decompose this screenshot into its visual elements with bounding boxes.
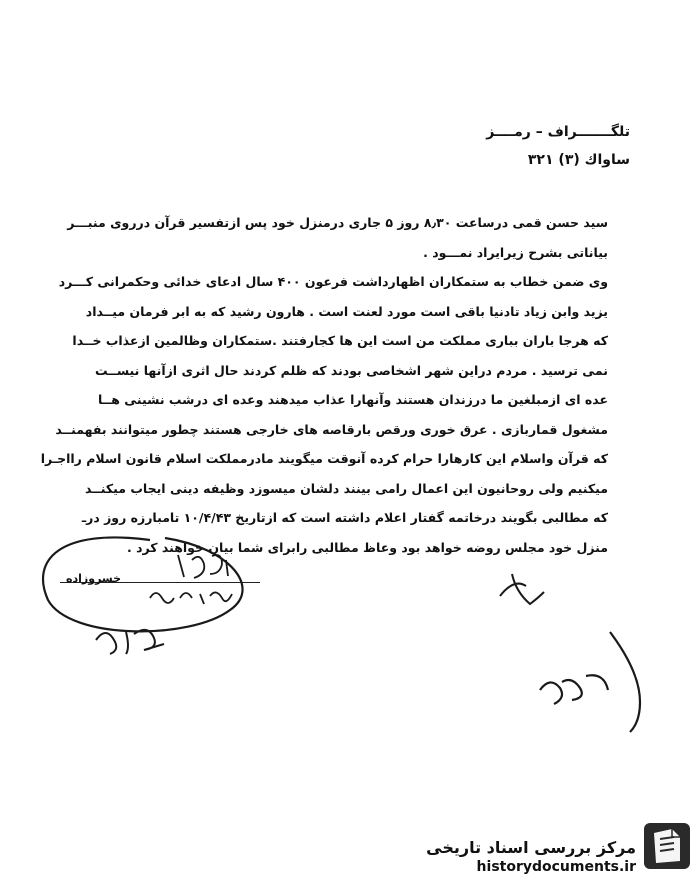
body-line: منزل خود مجلس روضه خواهد بود وعاظ مطالبی رابرای شما بيان خواهند كرد .	[127, 539, 608, 555]
body-line: بياناتی بشرح زيرايراد نمـــود .	[423, 244, 608, 260]
signatory-name: خسروزاده	[66, 572, 122, 585]
archive-watermark	[426, 838, 636, 875]
body-line: نمی ترسيد . مردم دراين شهر اشخاصی بودند كه ظلم كردند حال اثری ازآنها نيســت	[95, 362, 608, 378]
body-line: كه مطالبی بگويند درخاتمه گفتار اعلام داشته است كه ازتاريخ ۱۰/۴/۴۳ تامبارزه روز درـ	[81, 510, 608, 525]
body-line: وی ضمن خطاب به ستمكاران اظهارداشت فرعون ۴۰۰ سال ادعای خدائی وحكمرانی كـــرد	[58, 274, 608, 289]
handwritten-date	[150, 592, 232, 604]
archive-title: مرکز بررسی اسناد تاریخی	[426, 838, 636, 857]
body-line: سید حسن قمی درساعت ۸٫۳۰ روز ۵ جاری درمنزل خود پس ازتفسیر قرآن درروی منبـــر	[67, 215, 608, 230]
check-mark	[500, 574, 544, 604]
body-line: يزيد وابن زياد تادنيا باقی است مورد لعنت است . هارون رشيد كه به ابر فرمان ميــداد	[85, 303, 608, 319]
archive-url: historydocuments.ir	[476, 859, 636, 875]
archive-logo-icon	[642, 821, 692, 871]
signature-oval	[43, 537, 243, 631]
telegram-header: تلگـــــــراف – رمــــز	[486, 124, 630, 140]
savak-reference: ساواك (٣) ٣٢١	[527, 152, 630, 168]
approval-scribble	[540, 632, 640, 732]
body-line: مشغول قماربازی . عرق خوری ورقص بارقاصه های خارجی هستند چطور ميتوانند بفهمنــد	[55, 421, 608, 437]
body-line: ميكنيم ولی روحانيون اين اعمال رامی بينند دلشان ميسوزد وظيفه دينی ايجاب ميكنــد	[85, 480, 608, 496]
handwritten-number	[178, 555, 228, 578]
initials-mark	[96, 630, 164, 654]
body-line: كه قرآن واسلام اين كارهارا حرام كرده آنوقت ميگويند مادرمملكت اسلام قانون اسلام رااجـرا	[40, 451, 608, 466]
body-line: عده ای ازمبلغين ما درزندان هستند وآنهارا عذاب ميدهند وعده ای درشب نشينی هــا	[98, 392, 608, 407]
body-line: كه هرجا باران بباری مملكت من است اين ها كجارفتند .ستمكاران وظالمين ازعذاب خــدا	[72, 333, 608, 348]
